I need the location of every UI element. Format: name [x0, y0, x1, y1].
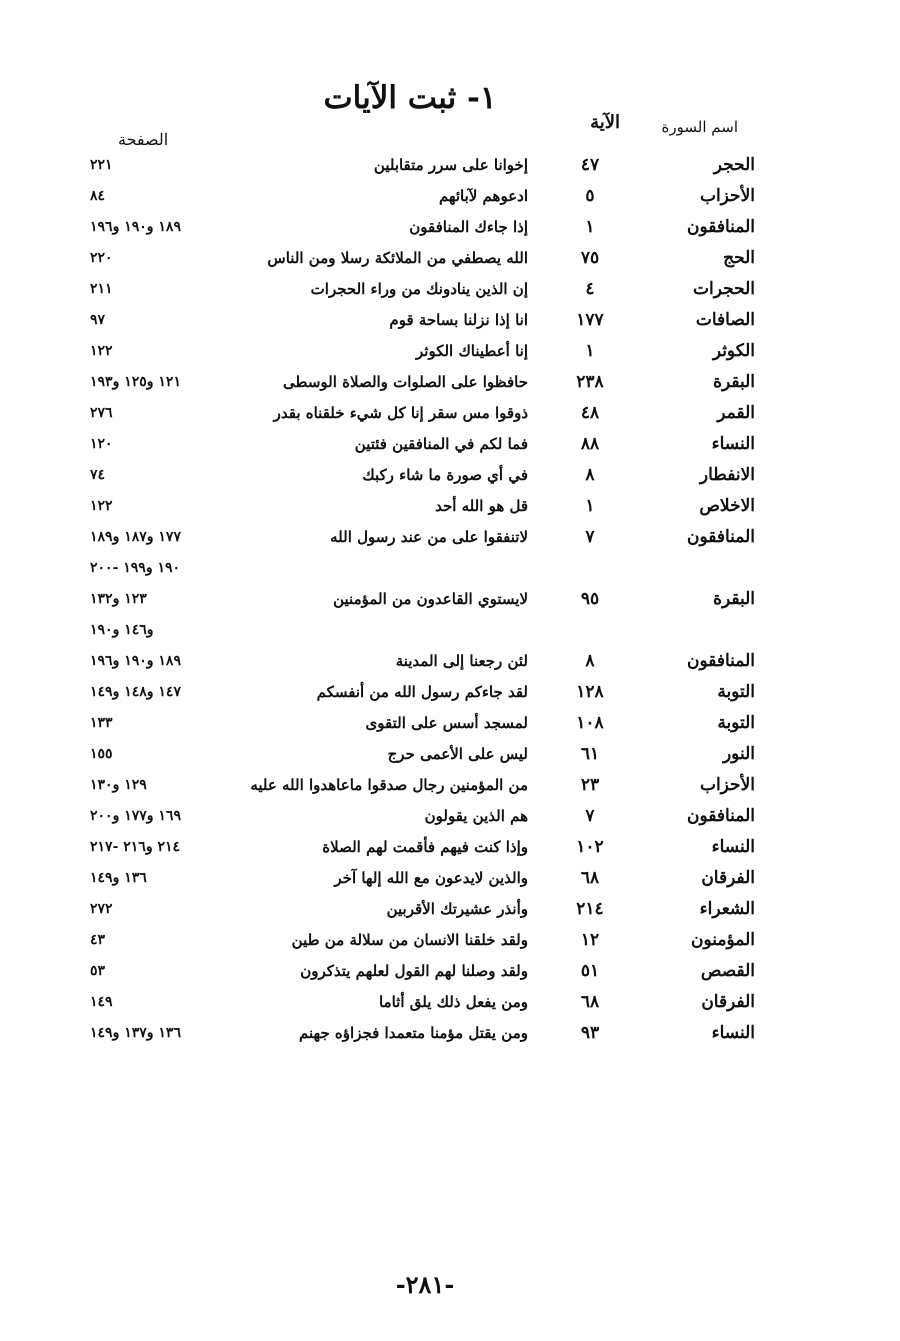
surah-name-cell: النساء — [711, 1023, 755, 1043]
verse-text-cell: إذا جاءك المنافقون — [409, 218, 528, 236]
verse-text-cell: ومن يقتل مؤمنا متعمدا فجزاؤه جهنم — [299, 1024, 528, 1042]
verse-text-cell: ولقد وصلنا لهم القول لعلهم يتذكرون — [300, 962, 528, 980]
page-reference-cell: و١٤٦ و١٩٠ — [90, 622, 154, 638]
ayah-number-cell: ٦١ — [580, 744, 600, 764]
page-reference-cell: ٢١١ — [90, 281, 113, 297]
surah-name-cell: الفرقان — [701, 868, 755, 888]
table-row — [0, 708, 900, 739]
page-reference-cell: ٨٤ — [90, 188, 106, 204]
verse-text-cell: من المؤمنين رجال صدقوا ماعاهدوا الله عليه — [250, 776, 528, 794]
verse-text-cell: إنا أعطيناك الكوثر — [416, 342, 528, 360]
verse-text-cell: وأنذر عشيرتك الأقربين — [386, 900, 528, 918]
page-reference-cell: ١٢٩ و١٣٠ — [90, 777, 147, 793]
surah-name-cell: الأحزاب — [699, 186, 755, 206]
ayah-number-cell: ٤٨ — [580, 403, 600, 423]
table-row — [0, 181, 900, 212]
surah-name-cell: القمر — [717, 403, 755, 423]
ayah-number-cell: ١ — [585, 496, 595, 516]
verse-text-cell: حافظوا على الصلوات والصلاة الوسطى — [283, 373, 528, 391]
table-row — [0, 863, 900, 894]
table-row — [0, 770, 900, 801]
page-reference-cell: ١٢٠ — [90, 436, 113, 452]
verse-text-cell: إخوانا على سرر متقابلين — [373, 156, 528, 174]
table-row — [0, 1018, 900, 1049]
table-row — [0, 615, 900, 646]
ayah-number-cell: ٧٥ — [580, 248, 600, 268]
ayah-number-cell: ١ — [585, 341, 595, 361]
ayah-number-cell: ٩٥ — [580, 589, 600, 609]
verse-text-cell: انا إذا نزلنا بساحة قوم — [389, 311, 528, 329]
page-reference-cell: ١٢٣ و١٣٢ — [90, 591, 147, 607]
ayah-number-cell: ٢٣٨ — [576, 372, 604, 392]
page-title: ١- ثبت الآيات — [323, 80, 497, 116]
ayah-number-cell: ١٧٧ — [576, 310, 604, 330]
ayah-number-cell: ٥ — [585, 186, 595, 206]
table-row — [0, 987, 900, 1018]
surah-name-cell: المنافقون — [686, 217, 755, 237]
verse-text-cell: ولقد خلقنا الانسان من سلالة من طين — [291, 931, 528, 949]
page-reference-cell: ٧٤ — [90, 467, 106, 483]
ayah-number-cell: ٥١ — [580, 961, 600, 981]
page-reference-cell: ١٥٥ — [90, 746, 113, 762]
surah-name-cell: البقرة — [713, 372, 755, 392]
verse-text-cell: ليس على الأعمى حرج — [387, 745, 528, 763]
verse-text-cell: لمسجد أسس على التقوى — [365, 714, 528, 732]
surah-name-cell: الحج — [723, 248, 755, 268]
page-reference-cell: ١٣٦ و١٣٧ و١٤٩ — [90, 1025, 181, 1041]
ayah-number-cell: ٤٧ — [580, 155, 600, 175]
verse-text-cell: هم الذين يقولون — [424, 807, 528, 825]
ayah-number-cell: ٨٨ — [580, 434, 600, 454]
surah-name-cell: المنافقون — [686, 806, 755, 826]
surah-name-cell: المؤمنون — [690, 930, 755, 950]
page-reference-cell: ٢٧٦ — [90, 405, 113, 421]
header-surah-name: اسم السورة — [661, 118, 738, 136]
ayah-number-cell: ١٠٨ — [576, 713, 604, 733]
table-row — [0, 398, 900, 429]
verse-text-cell: ومن يفعل ذلك يلق أثاما — [378, 993, 528, 1011]
verse-text-cell: في أي صورة ما شاء ركبك — [362, 466, 528, 484]
table-row — [0, 429, 900, 460]
verse-text-cell: الله يصطفي من الملائكة رسلا ومن الناس — [267, 249, 528, 267]
page-reference-cell: ١٨٩ و١٩٠ و١٩٦ — [90, 653, 181, 669]
header-ayah-number: الآية — [590, 112, 620, 133]
page-reference-cell: ١٣٦ و١٤٩ — [90, 870, 147, 886]
verse-index-table — [0, 150, 900, 1049]
table-row — [0, 956, 900, 987]
table-row — [0, 801, 900, 832]
surah-name-cell: الحجر — [713, 155, 755, 175]
surah-name-cell: الشعراء — [699, 899, 755, 919]
page-reference-cell: ٥٣ — [90, 963, 106, 979]
page-reference-cell: ١٦٩ و١٧٧ و٢٠٠ — [90, 808, 181, 824]
surah-name-cell: النساء — [711, 434, 755, 454]
table-row — [0, 646, 900, 677]
ayah-number-cell: ٨ — [585, 651, 595, 671]
table-row — [0, 150, 900, 181]
ayah-number-cell: ٨ — [585, 465, 595, 485]
verse-text-cell: ادعوهم لآبائهم — [438, 187, 528, 205]
table-row — [0, 584, 900, 615]
verse-text-cell: لئن رجعنا إلى المدينة — [395, 652, 528, 670]
table-row — [0, 553, 900, 584]
verse-text-cell: لقد جاءكم رسول الله من أنفسكم — [316, 683, 528, 701]
ayah-number-cell: ٩٣ — [580, 1023, 600, 1043]
verse-text-cell: لاتنفقوا على من عند رسول الله — [330, 528, 528, 546]
ayah-number-cell: ٧ — [585, 527, 595, 547]
page-reference-cell: ٢٧٢ — [90, 901, 113, 917]
surah-name-cell: التوبة — [717, 682, 755, 702]
ayah-number-cell: ٧ — [585, 806, 595, 826]
verse-text-cell: لايستوي القاعدون من المؤمنين — [333, 590, 528, 608]
table-row — [0, 243, 900, 274]
table-row — [0, 336, 900, 367]
surah-name-cell: البقرة — [713, 589, 755, 609]
table-row — [0, 832, 900, 863]
verse-text-cell: والذين لايدعون مع الله إلها آخر — [334, 869, 528, 887]
surah-name-cell: الحجرات — [693, 279, 755, 299]
surah-name-cell: القصص — [700, 961, 755, 981]
table-row — [0, 305, 900, 336]
page-reference-cell: ١٧٧ و١٨٧ و١٨٩ — [90, 529, 181, 545]
table-row — [0, 677, 900, 708]
surah-name-cell: الأحزاب — [699, 775, 755, 795]
surah-name-cell: النساء — [711, 837, 755, 857]
surah-name-cell: النور — [722, 744, 755, 764]
table-row — [0, 460, 900, 491]
verse-text-cell: وإذا كنت فيهم فأقمت لهم الصلاة — [322, 838, 528, 856]
page-reference-cell: ١٤٧ و١٤٨ و١٤٩ — [90, 684, 181, 700]
ayah-number-cell: ١٢ — [580, 930, 600, 950]
table-row — [0, 894, 900, 925]
ayah-number-cell: ٦٨ — [580, 992, 600, 1012]
page-reference-cell: ١٣٣ — [90, 715, 113, 731]
ayah-number-cell: ٦٨ — [580, 868, 600, 888]
page-reference-cell: ٢٢١ — [90, 157, 113, 173]
page-reference-cell: ٤٣ — [90, 932, 106, 948]
ayah-number-cell: ١ — [585, 217, 595, 237]
page-number: -٢٨١- — [395, 1270, 455, 1299]
page-reference-cell: ٩٧ — [90, 312, 106, 328]
surah-name-cell: الانفطار — [699, 465, 755, 485]
page-reference-cell: ١٢٢ — [90, 343, 113, 359]
page-reference-cell: ١٢٢ — [90, 498, 113, 514]
page-reference-cell: ٢٢٠ — [90, 250, 113, 266]
verse-text-cell: قل هو الله أحد — [435, 497, 528, 515]
table-row — [0, 274, 900, 305]
surah-name-cell: الصافات — [695, 310, 755, 330]
surah-name-cell: المنافقون — [686, 651, 755, 671]
surah-name-cell: الكوثر — [712, 341, 755, 361]
table-row — [0, 491, 900, 522]
surah-name-cell: الاخلاص — [699, 496, 755, 516]
table-row — [0, 925, 900, 956]
page-reference-cell: ١٩٠ و١٩٩ -٢٠٠ — [90, 560, 181, 576]
verse-text-cell: إن الذين ينادونك من وراء الحجرات — [310, 280, 528, 298]
page-reference-cell: ١٢١ و١٢٥ و١٩٣ — [90, 374, 181, 390]
table-row — [0, 739, 900, 770]
page-reference-cell: ١٨٩ و١٩٠ و١٩٦ — [90, 219, 181, 235]
verse-text-cell: فما لكم في المنافقين فئتين — [354, 435, 528, 453]
page-reference-cell: ٢١٤ و٢١٦ -٢١٧ — [90, 839, 181, 855]
surah-name-cell: المنافقون — [686, 527, 755, 547]
surah-name-cell: الفرقان — [701, 992, 755, 1012]
surah-name-cell: التوبة — [717, 713, 755, 733]
ayah-number-cell: ١٠٢ — [576, 837, 604, 857]
header-page-number: الصفحة — [118, 130, 169, 149]
ayah-number-cell: ٢١٤ — [576, 899, 604, 919]
ayah-number-cell: ١٢٨ — [576, 682, 604, 702]
table-row — [0, 212, 900, 243]
table-row — [0, 522, 900, 553]
ayah-number-cell: ٤ — [585, 279, 595, 299]
ayah-number-cell: ٢٣ — [580, 775, 600, 795]
verse-text-cell: ذوقوا مس سقر إنا كل شيء خلقناه بقدر — [273, 404, 528, 422]
page-reference-cell: ١٤٩ — [90, 994, 113, 1010]
table-row — [0, 367, 900, 398]
